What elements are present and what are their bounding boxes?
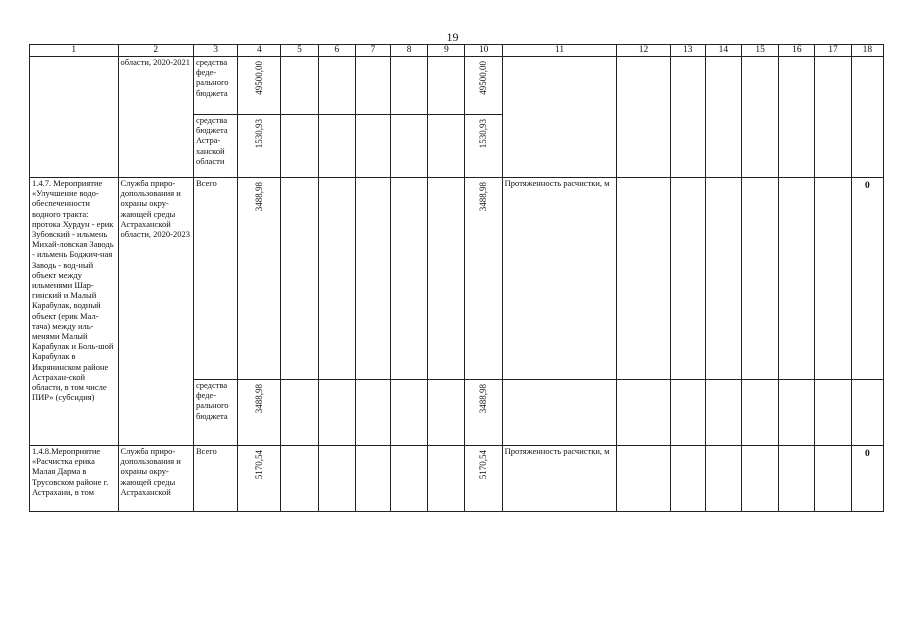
- year-cell: [428, 446, 465, 512]
- column-header: 18: [851, 45, 883, 57]
- indicator-value-cell: [617, 446, 670, 512]
- year-cell: [281, 380, 318, 446]
- indicator-value-cell: [779, 446, 815, 512]
- indicator-value-cell: [670, 178, 705, 380]
- column-header: 10: [465, 45, 502, 57]
- indicator-value-cell: [851, 57, 883, 178]
- amount-total-cell: [238, 446, 281, 512]
- column-header: 17: [815, 45, 851, 57]
- year-cell: [391, 115, 428, 178]
- table-row: [30, 446, 884, 512]
- funding-source-cell: средства феде-рального бюджета: [193, 57, 237, 115]
- indicator-value-cell: [670, 446, 705, 512]
- amount-year-cell: [465, 178, 502, 380]
- indicator-value-cell: [617, 178, 670, 380]
- amount-value: 5170,54: [253, 450, 264, 480]
- indicator-value-cell: [779, 57, 815, 178]
- executor-text: области, 2020-2021: [120, 57, 191, 67]
- indicator-value-cell: [815, 446, 851, 512]
- column-header: 4: [238, 45, 281, 57]
- column-header: 1: [30, 45, 119, 57]
- year-cell: [355, 380, 390, 446]
- amount-value: 49500,00: [253, 61, 264, 95]
- executor-cell: [118, 57, 193, 178]
- year-cell: [281, 446, 318, 512]
- column-header: 12: [617, 45, 670, 57]
- funding-source-cell: Всего: [193, 446, 237, 512]
- indicator-cell: Протяженность расчистки, м: [502, 178, 617, 380]
- indicator-cell: [502, 57, 617, 178]
- column-header: 5: [281, 45, 318, 57]
- table-row: [30, 178, 884, 380]
- funding-source-cell: Всего: [193, 178, 237, 380]
- year-cell: [318, 115, 355, 178]
- year-cell: [281, 57, 318, 115]
- column-header: 9: [428, 45, 465, 57]
- executor-cell: Служба приро-допользования и охраны окру-жающей среды Астраханской области, 2020-2023: [118, 178, 193, 446]
- table-row: [30, 57, 884, 115]
- target-value-cell: [851, 380, 883, 446]
- year-cell: [318, 380, 355, 446]
- column-header: 16: [779, 45, 815, 57]
- column-header: 6: [318, 45, 355, 57]
- target-value-cell: 0: [851, 178, 883, 380]
- column-header: 15: [742, 45, 779, 57]
- year-cell: [391, 446, 428, 512]
- amount-year-cell: [465, 115, 502, 178]
- page-number: 19: [446, 30, 459, 44]
- year-cell: [281, 178, 318, 380]
- year-cell: [391, 178, 428, 380]
- year-cell: [391, 380, 428, 446]
- funding-source-cell: средства феде-рального бюджета: [193, 380, 237, 446]
- amount-value: 3488,98: [253, 384, 264, 414]
- indicator-value-cell: [815, 57, 851, 178]
- indicator-cell: Протяженность расчистки, м: [502, 446, 617, 512]
- year-cell: [355, 57, 390, 115]
- indicator-value-cell: [815, 380, 851, 446]
- year-cell: [318, 57, 355, 115]
- indicator-value-cell: [779, 380, 815, 446]
- indicator-value-cell: [670, 380, 705, 446]
- program-activities-table: [29, 44, 884, 512]
- indicator-value-cell: [779, 178, 815, 380]
- year-cell: [355, 115, 390, 178]
- year-cell: [428, 380, 465, 446]
- column-header: 3: [193, 45, 237, 57]
- target-value-cell: 0: [851, 446, 883, 512]
- year-cell: [355, 446, 390, 512]
- indicator-value-cell: [670, 57, 705, 178]
- indicator-value-cell: [742, 178, 779, 380]
- indicator-value-cell: [742, 57, 779, 178]
- indicator-value-cell: [742, 446, 779, 512]
- indicator-value-cell: [742, 380, 779, 446]
- amount-total-cell: [238, 115, 281, 178]
- indicator-value-cell: [705, 380, 741, 446]
- amount-value: 3488,98: [478, 182, 489, 212]
- activity-cell: 1.4.7. Мероприятие «Улучшение водо-обеспеченности водного тракта: протока Хурдун - ерик Зубовский - ильмень Михай-ловская Заводь - ильмень Боджич-ная Заводь - вод-ный объект между ильменями Шар-гинский и Малый Карабулак, водный объект (ерик Мал-тача) между иль-менями Малый Карабулак и Боль-шой Карабулак в Икрянинском районе Астрахан-ской области, в том числе ПИР» (субсидия): [30, 178, 119, 446]
- amount-year-cell: [465, 57, 502, 115]
- indicator-value-cell: [617, 57, 670, 178]
- amount-value: 1530,93: [478, 119, 489, 149]
- amount-total-cell: [238, 380, 281, 446]
- year-cell: [281, 115, 318, 178]
- amount-total-cell: [238, 178, 281, 380]
- activity-cell: 1.4.8.Мероприятие «Расчистка ерика Малая Дарма в Трусовском районе г. Астрахани, в том: [30, 446, 119, 512]
- amount-total-cell: [238, 57, 281, 115]
- year-cell: [428, 115, 465, 178]
- amount-year-cell: [465, 380, 502, 446]
- column-header: 7: [355, 45, 390, 57]
- amount-value: 49500,00: [478, 61, 489, 95]
- year-cell: [318, 446, 355, 512]
- amount-value: 3488,98: [253, 182, 264, 212]
- column-header: 13: [670, 45, 705, 57]
- column-header: 11: [502, 45, 617, 57]
- funding-source-cell: средства бюджета Астра-ханской области: [193, 115, 237, 178]
- amount-value: 1530,93: [253, 119, 264, 149]
- header-row: [30, 45, 884, 57]
- year-cell: [318, 178, 355, 380]
- indicator-value-cell: [815, 178, 851, 380]
- indicator-value-cell: [705, 178, 741, 380]
- amount-value: 5170,54: [478, 450, 489, 480]
- indicator-value-cell: [617, 380, 670, 446]
- indicator-value-cell: [705, 446, 741, 512]
- indicator-cell: [502, 380, 617, 446]
- column-header: 8: [391, 45, 428, 57]
- activity-cell: [30, 57, 119, 178]
- column-header: 2: [118, 45, 193, 57]
- year-cell: [355, 178, 390, 380]
- year-cell: [391, 57, 428, 115]
- amount-value: 3488,98: [478, 384, 489, 414]
- indicator-value-cell: [705, 57, 741, 178]
- year-cell: [428, 57, 465, 115]
- amount-year-cell: [465, 446, 502, 512]
- year-cell: [428, 178, 465, 380]
- column-header: 14: [705, 45, 741, 57]
- executor-cell: Служба приро-допользования и охраны окру-жающей среды Астраханской: [118, 446, 193, 512]
